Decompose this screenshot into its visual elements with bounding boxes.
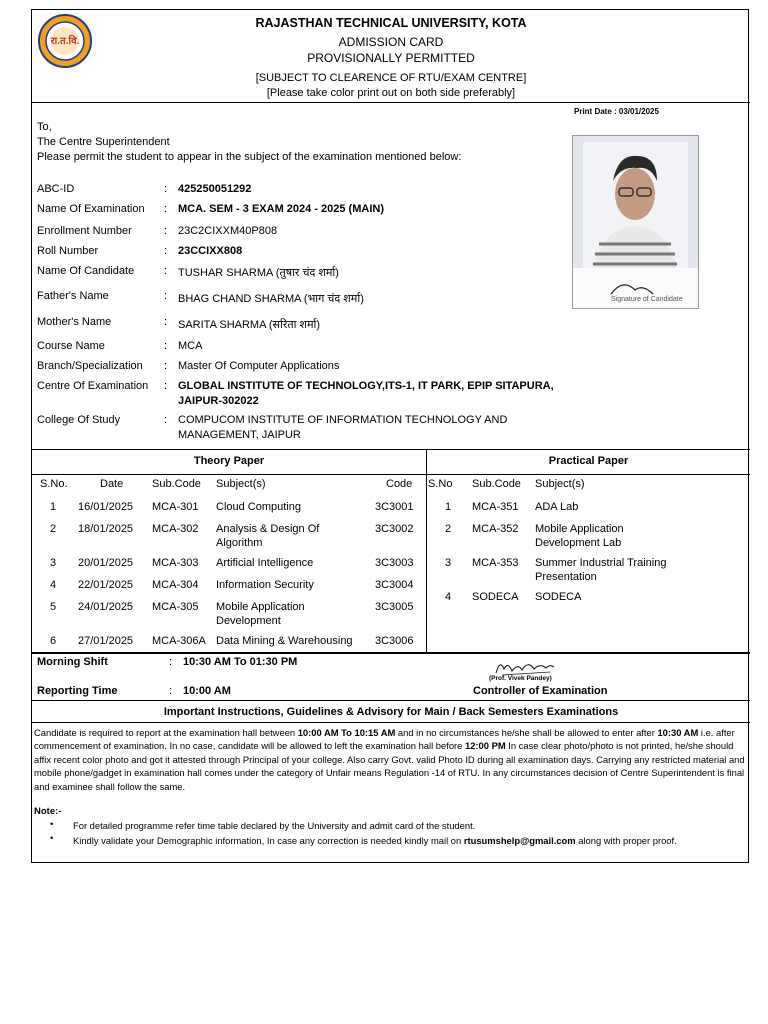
theory-header-date: Date (100, 478, 124, 490)
theory-subject: Data Mining & Warehousing (216, 635, 353, 647)
centre-label: Centre Of Examination (37, 380, 149, 392)
branch-colon: : (164, 360, 168, 372)
theory-subject: Mobile Application Development (216, 601, 305, 627)
instructions-text: and in no circumstances he/she shall be allowed to enter after (395, 727, 658, 738)
shift-value: 10:30 AM To 01:30 PM (183, 656, 298, 668)
note-item-1: For detailed programme refer time table declared by the University and admit card of the student. (73, 820, 476, 831)
course-name-value: MCA (178, 340, 203, 352)
theory-sno: 2 (50, 523, 57, 535)
theory-date: 20/01/2025 (78, 557, 134, 569)
letter-to: To, (37, 121, 52, 133)
leave-time: 12:00 PM (464, 740, 506, 752)
roll-number-colon: : (164, 245, 168, 257)
exam-name-value: MCA. SEM - 3 EXAM 2024 - 2025 (MAIN) (178, 203, 384, 215)
practical-subcode: MCA-351 (472, 501, 519, 513)
theory-subcode: MCA-306A (152, 635, 206, 647)
theory-sno: 5 (50, 601, 57, 613)
practical-sno: 3 (445, 557, 452, 569)
college-colon: : (164, 414, 168, 426)
instructions-text: i.e. after commencement of examination. In no case, candidate will be allowed to left the examination hall before (34, 727, 735, 752)
instructions-title: Important Instructions, Guidelines & Advisory for Main / Back Semesters Examinations (163, 706, 619, 718)
controller-title: Controller of Examination (473, 685, 608, 697)
instructions-text: Candidate is required to report at the examination hall between (34, 727, 298, 738)
course-name-colon: : (164, 340, 168, 352)
father-name-colon: : (164, 290, 168, 302)
theory-date: 22/01/2025 (78, 579, 134, 591)
practical-subcode: MCA-353 (472, 557, 519, 569)
entry-deadline: 10:30 AM (657, 727, 699, 738)
theory-date: 18/01/2025 (78, 523, 134, 535)
theory-header-code: Code (386, 478, 413, 490)
father-name-value: BHAG CHAND SHARMA (भाग चंद शर्मा) (178, 293, 364, 305)
letter-body: Please permit the student to appear in the subject of the examination mentioned below: (37, 151, 462, 163)
bullet-icon: • (50, 819, 54, 830)
reporting-value: 10:00 AM (183, 685, 231, 697)
logo-text: रा.त.वि. (50, 36, 80, 47)
theory-subject: Artificial Intelligence (216, 557, 314, 569)
reporting-label: Reporting Time (37, 685, 118, 697)
admission-card (31, 9, 749, 863)
theory-sno: 1 (50, 501, 57, 513)
letter-recipient: The Centre Superintendent (37, 136, 170, 148)
mother-name-colon: : (164, 316, 168, 328)
exam-name-colon: : (164, 203, 168, 215)
enrollment-label: Enrollment Number (37, 225, 132, 237)
centre-value: GLOBAL INSTITUTE OF TECHNOLOGY,ITS-1, IT PARK, EPIP SITAPURA, JAIPUR-302022 (178, 380, 554, 407)
note-item-2-text: Kindly validate your Demographic information, In case any correction is needed kindly mail on (73, 835, 464, 846)
note-item-2-text: along with proper proof. (575, 835, 677, 846)
course-name-label: Course Name (37, 340, 105, 352)
candidate-photo (572, 135, 699, 309)
practical-header-subcode: Sub.Code (472, 478, 521, 490)
theory-code: 3C3002 (375, 523, 414, 535)
practical-subcode: SODECA (472, 591, 519, 603)
permission-status: PROVISIONALLY PERMITTED (307, 51, 475, 65)
note-item-2 (73, 834, 733, 848)
candidate-name-value: TUSHAR SHARMA (तुषार चंद शर्मा) (178, 267, 339, 279)
theory-header-sno: S.No. (40, 478, 68, 490)
practical-subcode: MCA-352 (472, 523, 519, 535)
instructions-paragraph (34, 726, 746, 793)
reporting-colon: : (169, 685, 173, 697)
mother-name-value: SARITA SHARMA (सरिता शर्मा) (178, 319, 321, 331)
practical-header-subject: Subject(s) (535, 478, 585, 490)
theory-date: 24/01/2025 (78, 601, 134, 613)
theory-subcode: MCA-303 (152, 557, 199, 569)
theory-code: 3C3001 (375, 501, 414, 513)
shift-colon: : (169, 656, 173, 668)
college-value: COMPUCOM INSTITUTE OF INFORMATION TECHNOLOGY AND MANAGEMENT, JAIPUR (178, 414, 508, 441)
theory-header-subject: Subject(s) (216, 478, 266, 490)
card-title: ADMISSION CARD (338, 35, 444, 49)
bullet-icon: • (50, 833, 54, 844)
practical-sno: 4 (445, 591, 452, 603)
theory-subject: Cloud Computing (216, 501, 301, 513)
support-email: rtusumshelp@gmail.com (463, 835, 576, 846)
theory-code: 3C3005 (375, 601, 414, 613)
college-label: College Of Study (37, 414, 121, 426)
theory-paper-title: Theory Paper (193, 455, 265, 467)
practical-subject: Summer Industrial Training Presentation (535, 557, 667, 583)
practical-subject: SODECA (535, 591, 582, 603)
theory-subject: Analysis & Design Of Algorithm (216, 523, 320, 549)
theory-subcode: MCA-302 (152, 523, 199, 535)
practical-subject: ADA Lab (535, 501, 579, 513)
practical-header-sno: S.No (428, 478, 453, 490)
theory-subcode: MCA-301 (152, 501, 199, 513)
photo-signature-caption: Signature of Candidate (611, 296, 683, 303)
theory-subcode: MCA-305 (152, 601, 199, 613)
print-date: Print Date : 03/01/2025 (574, 107, 659, 116)
roll-number-value: 23CCIXX808 (178, 245, 243, 257)
note-label: Note:- (34, 806, 62, 817)
mother-name-label: Mother's Name (37, 316, 112, 328)
clearance-note: [SUBJECT TO CLEARENCE OF RTU/EXAM CENTRE] (255, 72, 527, 84)
practical-paper-title: Practical Paper (548, 455, 629, 467)
theory-subject: Information Security (216, 579, 314, 591)
theory-code: 3C3003 (375, 557, 414, 569)
branch-value: Master Of Computer Applications (178, 360, 340, 372)
theory-code: 3C3004 (375, 579, 414, 591)
theory-header-subcode: Sub.Code (152, 478, 201, 490)
shift-label: Morning Shift (37, 656, 108, 668)
signatory-name: (Prof. Vivek Pandey) (489, 675, 552, 682)
theory-date: 16/01/2025 (78, 501, 134, 513)
entry-window: 10:00 AM To 10:15 AM (297, 727, 396, 738)
theory-subcode: MCA-304 (152, 579, 199, 591)
father-name-label: Father's Name (37, 290, 109, 302)
centre-colon: : (164, 380, 168, 392)
practical-subject: Mobile Application Development Lab (535, 523, 624, 549)
exam-name-label: Name Of Examination (37, 203, 145, 215)
theory-sno: 4 (50, 579, 57, 591)
print-note: [Please take color print out on both side preferably] (266, 87, 516, 99)
practical-sno: 2 (445, 523, 452, 535)
abc-id-value: 425250051292 (178, 183, 252, 195)
roll-number-label: Roll Number (37, 245, 99, 257)
enrollment-colon: : (164, 225, 168, 237)
abc-id-label: ABC-ID (37, 183, 75, 195)
enrollment-value: 23C2CIXXM40P808 (178, 225, 278, 237)
branch-label: Branch/Specialization (37, 360, 143, 372)
university-name: RAJASTHAN TECHNICAL UNIVERSITY, KOTA (255, 16, 527, 30)
theory-sno: 6 (50, 635, 57, 647)
theory-sno: 3 (50, 557, 57, 569)
theory-date: 27/01/2025 (78, 635, 134, 647)
candidate-name-label: Name Of Candidate (37, 265, 135, 277)
theory-code: 3C3006 (375, 635, 414, 647)
instructions-text: In case clear photo/photo is not printed, he/she should affix recent color photo and got it attested through Principal of your college. Also carry Govt. valid Photo ID during all examination days. Carrying any restricted material and mobile phone/gadget in examination hall comes under the category of Unfair means Regulation -14 of RTU. In any circumstances decision of Centre Superintendent is final and examinee shall follow the same. (34, 740, 745, 792)
practical-sno: 1 (445, 501, 452, 513)
abc-id-colon: : (164, 183, 168, 195)
candidate-name-colon: : (164, 265, 168, 277)
